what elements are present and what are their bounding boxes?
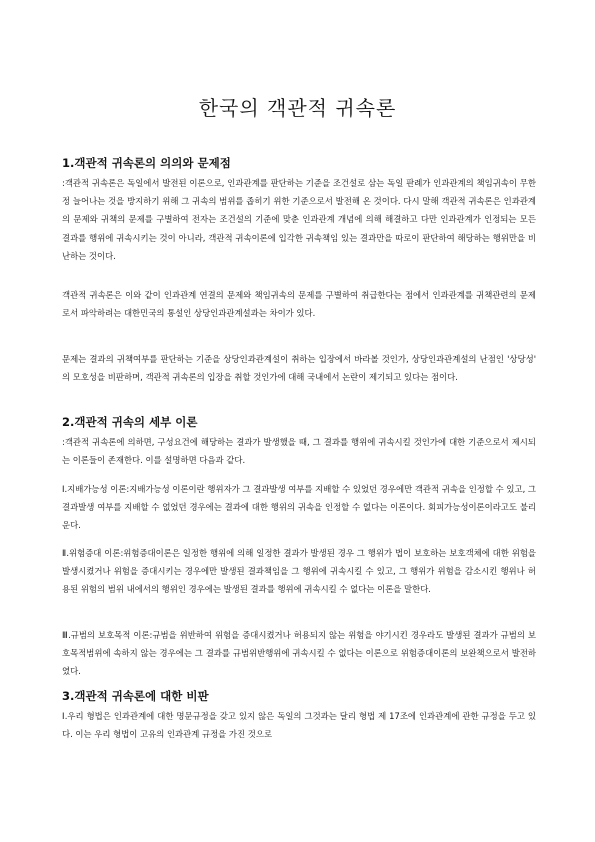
paragraph: 객관적 귀속론은 이와 같이 인과관계 연결의 문제와 책임귀속의 문제를 구별하여 취급한다는 점에서 인과관계를 귀책관련의 문제로서 파악하려는 대한민국의 통설인 상당인과관계설과는 차이가 있다. xyxy=(62,290,536,319)
section-heading: 3.객관적 귀속론에 대한 비판 xyxy=(62,689,209,703)
paragraph: :객관적 귀속론에 의하면, 구성요건에 해당하는 결과가 발생했을 때, 그 결과를 행위에 귀속시킬 것인가에 대한 기준으로서 제시되는 이론들이 존재한다. 이를 설명하면 다음과 같다. xyxy=(62,437,536,466)
section-heading: 2.객관적 귀속의 세부 이론 xyxy=(62,415,198,429)
paragraph: 문제는 결과의 귀책여부를 판단하는 기준을 상당인과관계설이 취하는 입장에서 바라볼 것인가, 상당인과관계설의 난점인 '상당성' 의 모호성을 비판하며, 객관적 귀속론의 입장을 취할 것인가에 대해 국내에서 논란이 제기되고 있다는 점이다. xyxy=(62,354,536,383)
paragraph: Ⅲ.규범의 보호목적 이론:규범을 위반하여 위험을 증대시켰거나 허용되지 않는 위험을 야기시킨 경우라도 발생된 결과가 규범의 보호목적범위에 속하지 않는 경우에는 그 결과를 규범위반행위에 귀속시킬 수 없다는 이론으로 위험증대이론의 보완책으로서 발전하였다. xyxy=(62,630,536,677)
paragraph: :객관적 귀속론은 독일에서 발전된 이론으로, 인과관계를 판단하는 기준을 조건설로 삼는 독일 판례가 인과관계의 책임귀속이 무한정 늘어나는 것을 방지하기 위해 그 귀속의 범위를 좁히기 위한 기준으로서 발전해 온 것이다. 다시 말해 객관적 귀속론은 인과관계의 문제와 귀책의 문제를 구별하여 전자는 조건설의 기준에 맞춘 인과관계 개념에 의해 해결하고 다만 인과관계가 인정되는 모든 결과를 행위에 귀속시키는 것이 아니라, 객관적 귀속이론에 입각한 귀속책임 있는 결과만을 따로이 판단하여 해당하는 행위만을 비난하는 것이다. xyxy=(62,178,536,261)
section-heading: 1.객관적 귀속론의 의의와 문제점 xyxy=(62,156,231,170)
paragraph: Ⅰ.우리 형법은 인과관계에 대한 명문규정을 갖고 있지 않은 독일의 그것과는 달리 형법 제 17조에 인과관계에 관한 규정을 두고 있다. 이는 우리 형법이 고유의 인과관계 규정을 가진 것으로 xyxy=(62,711,536,740)
paragraph: Ⅱ.위험증대 이론:위험증대이론은 일정한 행위에 의해 일정한 결과가 발생된 경우 그 행위가 법이 보호하는 보호객체에 대한 위험을 발생시켰거나 위험을 증대시키는 경우에만 발생된 결과책임을 그 행위에 귀속시킬 수 있고, 그 행위가 위험을 감소시킨 행위나 허용된 위험의 범위 내에서의 행위인 경우에는 발생된 결과를 행위에 귀속시킬 수 없다는 이론을 말한다. xyxy=(62,548,536,595)
document-title: 한국의 객관적 귀속론 xyxy=(198,96,397,120)
paragraph: Ⅰ.지배가능성 이론:지배가능성 이론이란 행위자가 그 결과발생 여부를 지배할 수 있었던 경우에만 객관적 귀속을 인정할 수 있고, 그 결과발생 여부를 지배할 수 없었던 경우에는 결과에 대한 행위의 귀속을 인정할 수 없다는 이론이다. 회피가능성이론이라고도 불리운다. xyxy=(62,484,536,531)
